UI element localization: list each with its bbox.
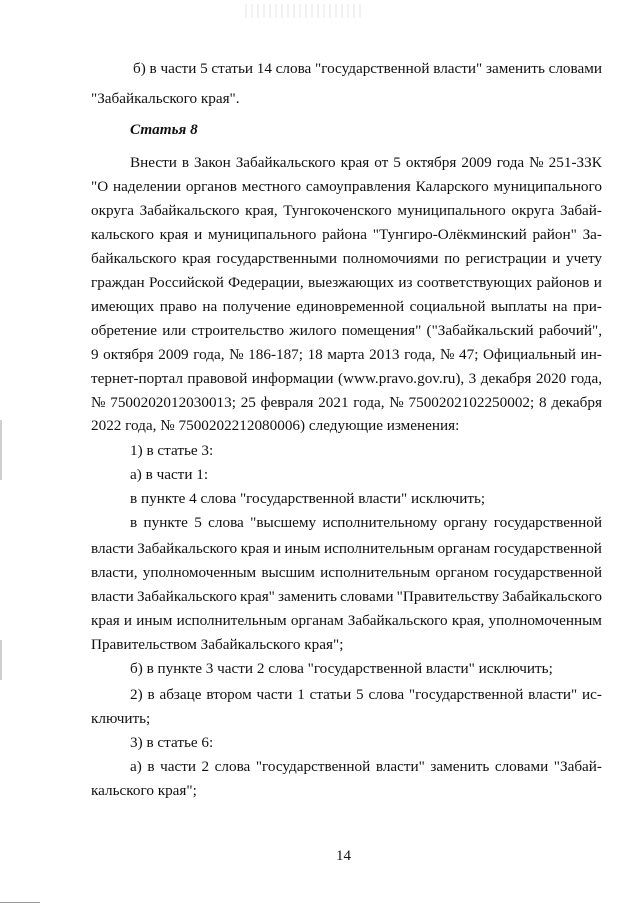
word: края	[182, 250, 211, 267]
word: 47;	[459, 346, 479, 363]
word: края	[340, 154, 370, 171]
paragraph-line: кальского края";	[91, 782, 197, 799]
word: исполнительному	[322, 514, 438, 531]
word: пункте	[143, 514, 188, 531]
word: 7500202102250002;	[408, 394, 535, 411]
word: №	[439, 346, 455, 363]
word: органам	[290, 612, 344, 629]
word: или	[162, 322, 187, 339]
word: края,	[245, 202, 278, 219]
word: "Забай-	[553, 758, 602, 775]
word: Забайкальского	[136, 588, 237, 605]
word: "Тунгиро-Олёкминский	[372, 226, 527, 243]
word: статьи	[309, 686, 352, 703]
word: края	[91, 612, 120, 629]
word: заменить	[430, 758, 490, 775]
word: в	[147, 758, 155, 775]
article-heading: Статья 8	[130, 121, 198, 138]
word: органов	[185, 178, 237, 195]
word: февраля	[260, 394, 314, 411]
word: 14	[256, 60, 272, 77]
word: самоуправления	[305, 178, 411, 195]
word: округа	[91, 202, 134, 219]
word: а)	[130, 758, 142, 775]
word: Закон	[194, 154, 231, 171]
word: статьи	[211, 60, 253, 77]
word: Российской	[148, 274, 224, 291]
word: на	[552, 298, 568, 315]
word: выезжающих	[307, 274, 395, 291]
word: 5	[393, 154, 401, 171]
paragraph-line	[130, 513, 602, 533]
word: уполномоченным	[488, 612, 602, 629]
word: края"	[239, 588, 275, 605]
word: марта	[327, 346, 365, 363]
word: и	[123, 612, 133, 629]
word: 9	[91, 346, 99, 363]
paragraph-line: б) в пункте 3 части 2 слова "государственной власти" исключить;	[130, 660, 553, 677]
word: в	[147, 686, 155, 703]
word: Забайкальского	[347, 612, 448, 629]
paragraph-line	[91, 563, 602, 583]
word: Забайкальского	[139, 202, 240, 219]
word: выплаты	[490, 298, 548, 315]
word: 18	[307, 346, 323, 363]
word: власти	[91, 540, 134, 557]
word: власти,	[91, 564, 138, 581]
word: наделении	[113, 178, 182, 195]
word: слова	[275, 60, 312, 77]
paragraph-line	[91, 369, 602, 389]
paragraph-line: ключить;	[91, 710, 151, 727]
paragraph-line: "Забайкальского края".	[91, 90, 240, 107]
word: в	[181, 154, 190, 171]
word: 2020	[535, 370, 567, 387]
word: жилого	[289, 322, 337, 339]
word: "государственной	[255, 758, 371, 775]
word: 2013	[369, 346, 400, 363]
word: исполнительным	[324, 540, 435, 557]
word: 186-187;	[248, 346, 303, 363]
paragraph-line	[91, 273, 602, 293]
word: учету	[565, 250, 602, 267]
word: года,	[570, 370, 602, 387]
word: право	[159, 298, 197, 315]
paragraph-line	[91, 393, 602, 413]
paragraph-line	[130, 153, 602, 173]
word: регистрации	[465, 250, 547, 267]
word: социальной	[409, 298, 486, 315]
word: органу	[443, 514, 488, 531]
word: части	[160, 60, 197, 77]
word: 25	[240, 394, 256, 411]
word: и	[552, 250, 561, 267]
word: Забайкальского	[137, 540, 238, 557]
word: втором	[206, 686, 252, 703]
word: 7500202012030013;	[110, 394, 236, 411]
word: №	[229, 346, 244, 363]
word: "О	[91, 178, 109, 195]
scan-smudge	[245, 4, 365, 18]
word: №	[529, 154, 544, 171]
word: 8	[538, 394, 547, 411]
word: части	[160, 758, 196, 775]
word: 5	[200, 60, 208, 77]
word: района	[322, 226, 368, 243]
word: в	[149, 60, 157, 77]
word: государственной	[493, 540, 602, 557]
word: соответствующих	[416, 274, 533, 291]
word: и	[194, 226, 203, 243]
paragraph-line	[91, 611, 602, 631]
word: словами	[548, 60, 602, 77]
word: исполнительным	[176, 612, 287, 629]
word: район"	[532, 226, 577, 243]
scan-edge-line	[0, 902, 40, 903]
word: высшим	[261, 564, 315, 581]
word: от	[374, 154, 389, 171]
word: 1	[297, 686, 305, 703]
word: абзаце	[159, 686, 202, 703]
word: б)	[133, 60, 146, 77]
word: обретение	[91, 322, 158, 339]
paragraph-line	[91, 297, 602, 317]
word: единовременной	[296, 298, 405, 315]
paragraph-line	[91, 587, 602, 607]
paragraph-line: 2022 года, № 7500202212080006) следующие изменения:	[91, 417, 460, 434]
paragraph-line: а) в части 1:	[130, 466, 209, 483]
word: ис-	[581, 686, 602, 703]
word: декабря	[480, 370, 532, 387]
word: муниципального	[207, 226, 317, 243]
word: года,	[193, 346, 225, 363]
word: государственной	[493, 514, 602, 531]
word: на	[202, 298, 218, 315]
paragraph-line	[91, 225, 602, 245]
word: по	[444, 250, 460, 267]
word: органом	[435, 564, 489, 581]
word: Каларского	[415, 178, 489, 195]
paragraph-line: Правительством Забайкальского края";	[91, 636, 344, 653]
word: и	[593, 274, 602, 291]
word: государственными	[216, 250, 337, 267]
word: 2	[201, 758, 210, 775]
paragraph-line	[91, 345, 602, 365]
word: помещения"	[341, 322, 422, 339]
word: 251-ЗЗК	[548, 154, 602, 171]
word: 2)	[130, 686, 143, 703]
word: органам	[437, 540, 491, 557]
word: ("Забайкальский	[426, 322, 534, 339]
word: октября	[103, 346, 154, 363]
word: муниципального	[397, 202, 506, 219]
word: слова	[208, 514, 244, 531]
word: получение	[222, 298, 291, 315]
word: октября	[405, 154, 457, 171]
paragraph-line: в пункте 4 слова "государственной власти" исключить;	[130, 490, 486, 507]
word: слова	[214, 758, 251, 775]
word: декабря	[551, 394, 602, 411]
word: 3	[468, 370, 477, 387]
word: (www.pravo.gov.ru),	[337, 370, 465, 387]
word: Забай-	[559, 202, 602, 219]
paragraph-line	[91, 321, 602, 341]
word: Официальный	[483, 346, 577, 363]
word: заменить	[278, 588, 337, 605]
word: №	[91, 394, 106, 411]
word: края	[240, 540, 270, 557]
word: Федерации,	[228, 274, 304, 291]
word: рабочий",	[538, 322, 602, 339]
word: словами	[494, 758, 549, 775]
word: власти"	[375, 758, 425, 775]
word: Забайкальского	[502, 588, 602, 605]
paragraph-line	[130, 757, 602, 777]
word: уполномоченным	[142, 564, 257, 581]
page-number: 14	[336, 848, 351, 864]
word: словами	[340, 588, 394, 605]
paragraph-line	[130, 685, 602, 705]
word: иным	[284, 540, 321, 557]
word: года,	[353, 394, 385, 411]
word: имеющих	[91, 298, 155, 315]
word: информации	[251, 370, 334, 387]
word: "государственной	[315, 60, 430, 77]
word: тернет-портал	[91, 370, 183, 387]
paragraph-line	[91, 177, 602, 197]
word: "высшему	[250, 514, 317, 531]
word: 2021	[318, 394, 349, 411]
paragraph-line	[91, 249, 602, 269]
word: местного	[241, 178, 302, 195]
word: правовой	[187, 370, 248, 387]
word: Забайкальского	[235, 154, 336, 171]
scan-edge-mark	[0, 420, 2, 480]
word: №	[389, 394, 404, 411]
word: За-	[582, 226, 602, 243]
word: государственной	[493, 564, 602, 581]
word: граждан	[91, 274, 145, 291]
word: части	[256, 686, 293, 703]
word: власти"	[433, 60, 483, 77]
word: из	[398, 274, 413, 291]
word: строительство	[191, 322, 285, 339]
paragraph-line	[91, 201, 602, 221]
word: власти"	[528, 686, 578, 703]
paragraph-line	[133, 59, 602, 79]
word: иным	[136, 612, 173, 629]
scan-edge-mark	[0, 640, 2, 680]
word: кальского	[91, 226, 154, 243]
word: года	[496, 154, 525, 171]
word: слова	[368, 686, 405, 703]
word: ин-	[580, 346, 602, 363]
word: власти	[91, 588, 134, 605]
word: и	[272, 540, 281, 557]
word: байкальского	[91, 250, 177, 267]
word: округа	[511, 202, 555, 219]
word: районов	[536, 274, 590, 291]
word: Тунгокоченского	[283, 202, 392, 219]
word: края,	[451, 612, 485, 629]
word: 2009	[158, 346, 189, 363]
word: полномочиями	[342, 250, 439, 267]
word: 5	[194, 514, 202, 531]
paragraph-line: 3) в статье 6:	[130, 734, 214, 751]
paragraph-line: 1) в статье 3:	[130, 442, 214, 459]
word: исполнительным	[320, 564, 431, 581]
word: муниципального	[493, 178, 602, 195]
word: года,	[404, 346, 436, 363]
word: 2009	[461, 154, 492, 171]
word: "Правительству	[396, 588, 499, 605]
word: "государственной	[408, 686, 524, 703]
word: 5	[356, 686, 364, 703]
word: заменить	[485, 60, 545, 77]
word: края	[159, 226, 189, 243]
paragraph-line	[91, 539, 602, 559]
word: в	[130, 514, 138, 531]
word: при-	[573, 298, 602, 315]
word: Внести	[130, 154, 177, 171]
